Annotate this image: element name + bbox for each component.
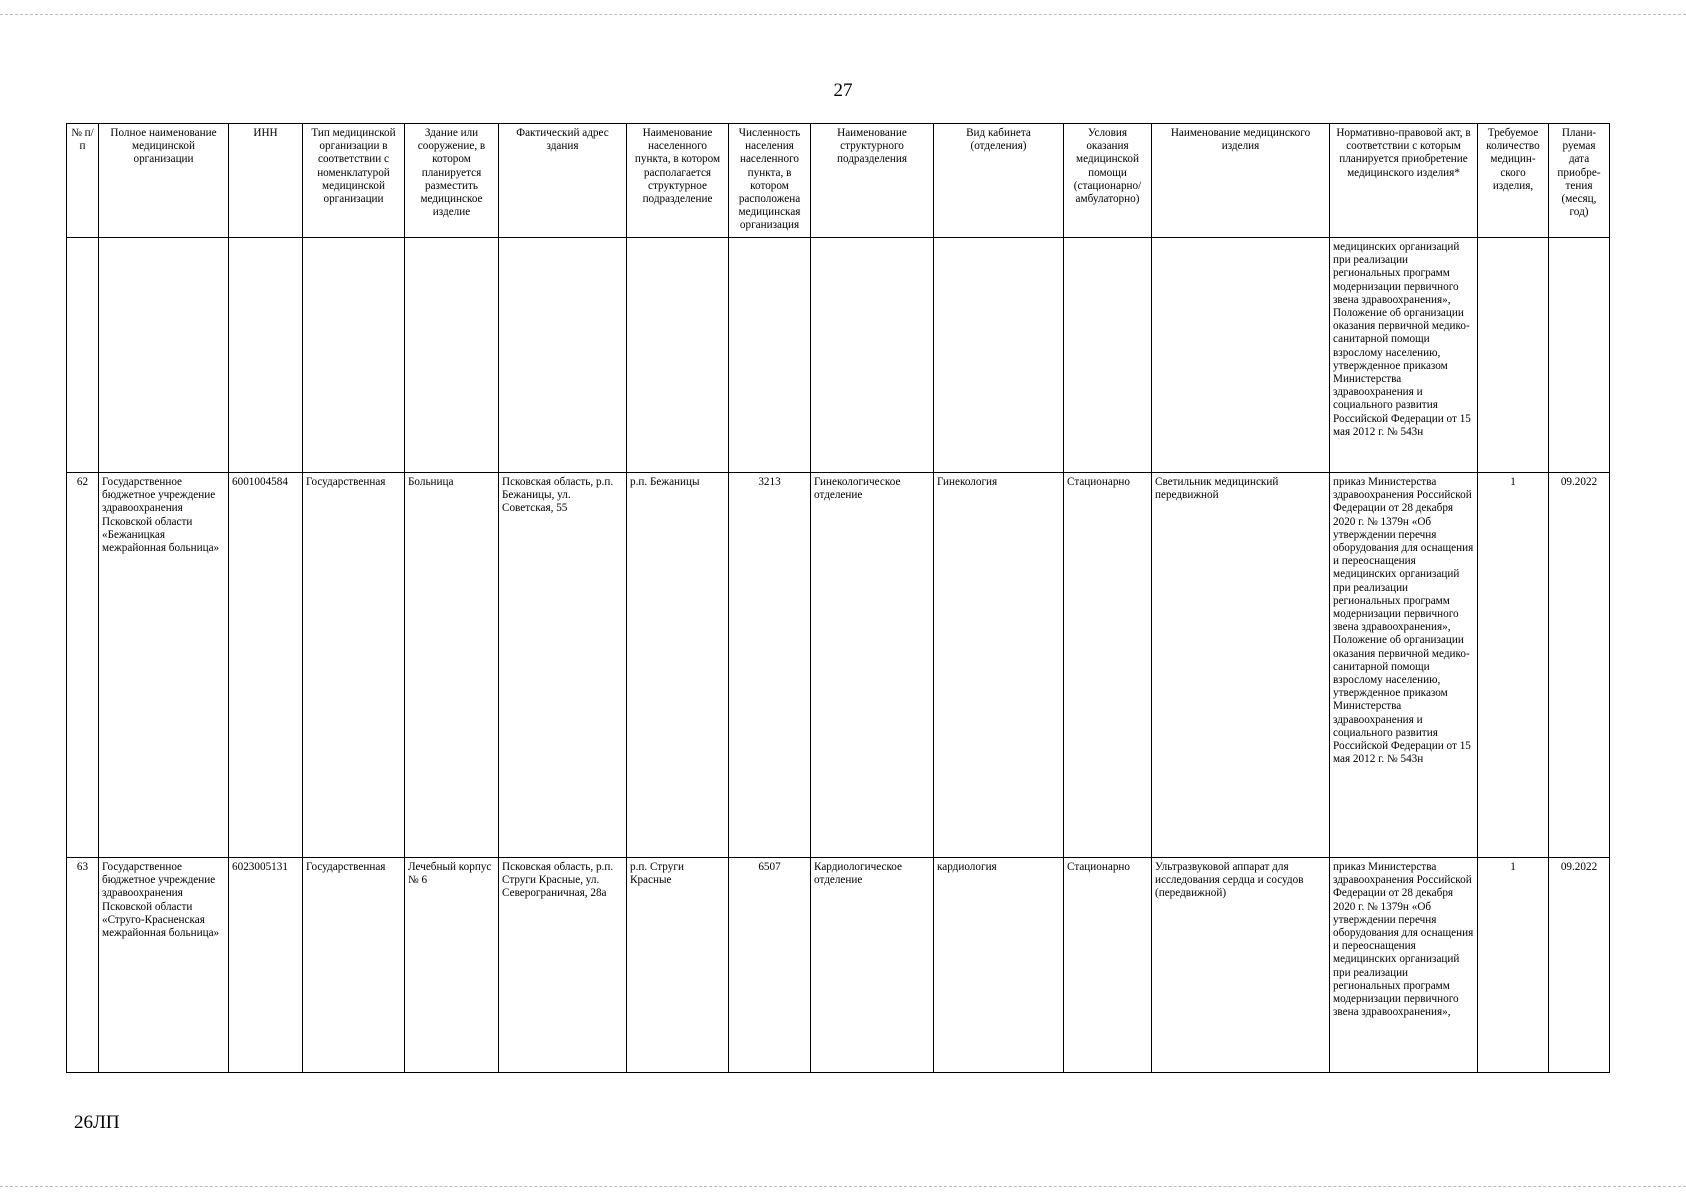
cell-address: Псковская область, р.п. Струги Красные, ул. Северограничная, 28а [499,858,627,1073]
header-settlement: Наименование населенного пункта, в котором располагается структурное подразделение [627,124,729,238]
cell-population: 6507 [729,858,811,1073]
cell-cabinet: кардиология [934,858,1064,1073]
scan-edge-bottom [0,1186,1686,1201]
table-row-continuation [67,238,1610,473]
cell-conditions: Стационарно [1064,473,1152,858]
cell-building: Лечебный корпус № 6 [405,858,499,1073]
cell-empty [1064,238,1152,473]
table-row [67,473,1610,858]
cell-empty [811,238,934,473]
cell-unit: Кардиологическое отделение [811,858,934,1073]
cell-act-continuation: медицинских организаций при реализации региональных программ модернизации первичного звена здравоохранения», Положение об организации оказания первичной медико-санитарной помощи взрослому населению, утвержденное приказом Министерства здравоохранения и социального развития Российской Федерации от 15 мая 2012 г. № 543н [1330,238,1478,473]
cell-population: 3213 [729,473,811,858]
header-building: Здание или сооружение, в котором планируется разместить медицинское изделие [405,124,499,238]
header-conditions: Условия оказания медицинской помощи (стационарно/ амбулаторно) [1064,124,1152,238]
cell-org: Государственное бюджетное учреждение здравоохранения Псковской области «Бежаницкая межрайонная больница» [99,473,229,858]
header-date: Плани-руемая дата приобре-тения (месяц, год) [1549,124,1610,238]
cell-empty [1549,238,1610,473]
cell-type: Государственная [303,858,405,1073]
cell-act: приказ Министерства здравоохранения Российской Федерации от 28 декабря 2020 г. № 1379н «Об утверждении перечня оборудования для оснащения и переоснащения медицинских организаций при реализации региональных программ модернизации первичного звена здравоохранения», Положение об организации оказания первичной медико-санитарной помощи взрослому населению, утвержденное приказом Министерства здравоохранения и социального развития Российской Федерации от 15 мая 2012 г. № 543н [1330,473,1478,858]
header-unit: Наименование структурного подразделения [811,124,934,238]
header-device: Наименование медицинского изделия [1152,124,1330,238]
cell-empty [934,238,1064,473]
header-population: Численность населения населенного пункта, в котором расположена медицинская организация [729,124,811,238]
table-row [67,858,1610,1073]
cell-conditions: Стационарно [1064,858,1152,1073]
cell-date: 09.2022 [1549,858,1610,1073]
header-cabinet: Вид кабинета (отделения) [934,124,1064,238]
cell-qty: 1 [1478,858,1549,1073]
cell-settlement: р.п. Бежаницы [627,473,729,858]
cell-building: Больница [405,473,499,858]
cell-date: 09.2022 [1549,473,1610,858]
cell-empty [67,238,99,473]
header-type: Тип медицинской организации в соответствии с номенклатурой медицинской организации [303,124,405,238]
cell-device: Светильник медицинский передвижной [1152,473,1330,858]
table-header-row [67,124,1610,238]
cell-address: Псковская область, р.п. Бежаницы, ул. Советская, 55 [499,473,627,858]
document-code: 26ЛП [74,1112,120,1133]
cell-empty [499,238,627,473]
cell-type: Государственная [303,473,405,858]
cell-empty [729,238,811,473]
header-address: Фактический адрес здания [499,124,627,238]
cell-num: 62 [67,473,99,858]
header-org: Полное наименование медицинской организации [99,124,229,238]
cell-inn: 6023005131 [229,858,303,1073]
page-number: 27 [833,80,853,101]
header-qty: Требуемое количество медицин-ского изделия, [1478,124,1549,238]
cell-empty [229,238,303,473]
cell-inn: 6001004584 [229,473,303,858]
cell-device: Ультразвуковой аппарат для исследования сердца и сосудов (передвижной) [1152,858,1330,1073]
cell-org: Государственное бюджетное учреждение здравоохранения Псковской области «Струго-Красненская межрайонная больница» [99,858,229,1073]
scan-edge-top [0,0,1686,15]
cell-qty: 1 [1478,473,1549,858]
register-table [66,123,1610,1073]
header-act: Нормативно-правовой акт, в соответствии с которым планируется приобретение медицинского изделия* [1330,124,1478,238]
header-inn: ИНН [229,124,303,238]
cell-cabinet: Гинекология [934,473,1064,858]
cell-empty [99,238,229,473]
cell-empty [1478,238,1549,473]
cell-empty [1152,238,1330,473]
cell-empty [405,238,499,473]
cell-settlement: р.п. Струги Красные [627,858,729,1073]
header-num: № п/п [67,124,99,238]
cell-empty [627,238,729,473]
cell-act: приказ Министерства здравоохранения Российской Федерации от 28 декабря 2020 г. № 1379н «Об утверждении перечня оборудования для оснащения и переоснащения медицинских организаций при реализации региональных программ модернизации первичного звена здравоохранения», [1330,858,1478,1073]
cell-unit: Гинекологическое отделение [811,473,934,858]
cell-num: 63 [67,858,99,1073]
cell-empty [303,238,405,473]
